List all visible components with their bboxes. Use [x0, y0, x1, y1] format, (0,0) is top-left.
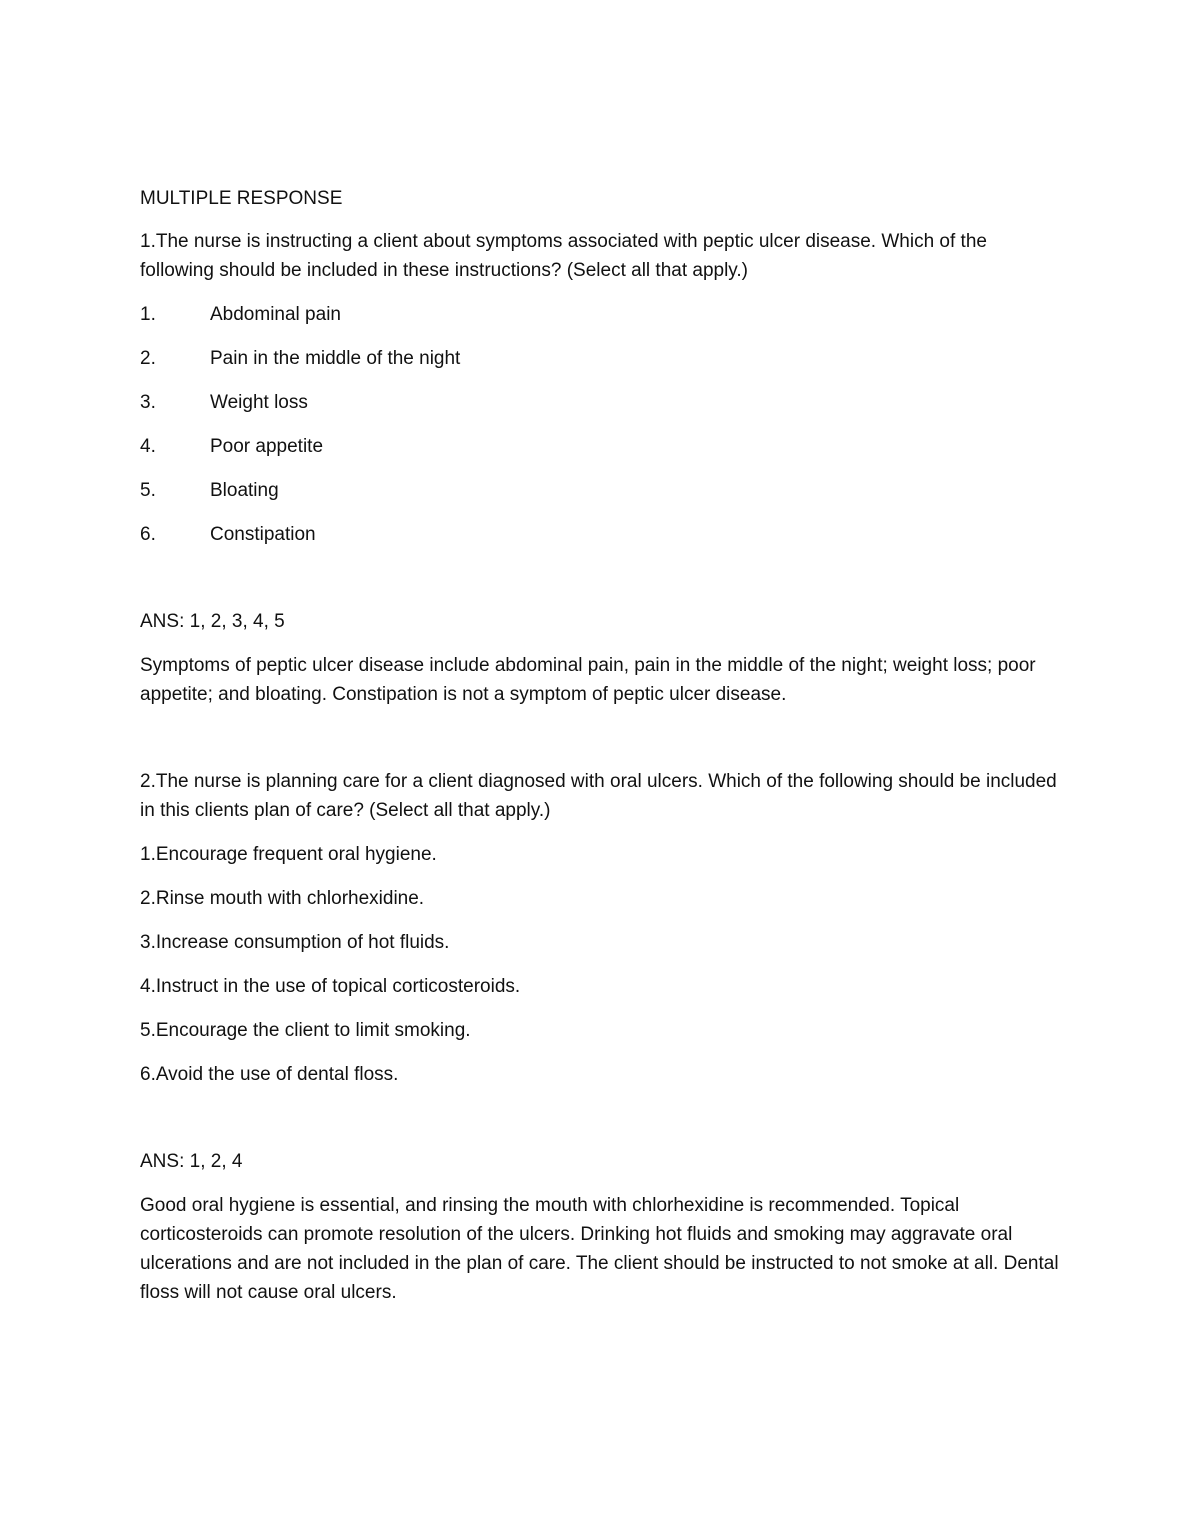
option-number: 6.	[140, 524, 156, 545]
question-1-answer: ANS: 1, 2, 3, 4, 5	[140, 611, 285, 632]
question-1	[140, 227, 1060, 709]
question-1-option-1	[140, 300, 1060, 329]
question-1-option-4	[140, 432, 1060, 461]
question-1-option-3	[140, 388, 1060, 417]
question-1-option-2	[140, 344, 1060, 373]
option-text: Bloating	[210, 480, 279, 501]
question-2-option-2: 2.Rinse mouth with chlorhexidine.	[140, 888, 425, 909]
question-2-option-5: 5.Encourage the client to limit smoking.	[140, 1020, 471, 1041]
question-1-option-6	[140, 520, 1060, 549]
question-2-option-4: 4.Instruct in the use of topical corticosteroids.	[140, 976, 521, 997]
question-2-prompt: 2.The nurse is planning care for a client diagnosed with oral ulcers. Which of the following should be included in this clients plan of care? (Select all that apply.)	[140, 771, 1057, 821]
question-2	[140, 767, 1060, 1307]
option-number: 2.	[140, 348, 156, 369]
question-2-option-3: 3.Increase consumption of hot fluids.	[140, 932, 450, 953]
option-number: 5.	[140, 480, 156, 501]
option-text: Pain in the middle of the night	[210, 348, 461, 369]
question-1-rationale: Symptoms of peptic ulcer disease include abdominal pain, pain in the middle of the night; weight loss; poor appetite; and bloating. Constipation is not a symptom of peptic ulcer disease.	[140, 655, 1036, 705]
option-text: Abdominal pain	[210, 304, 341, 325]
question-1-option-5	[140, 476, 1060, 505]
question-2-rationale: Good oral hygiene is essential, and rinsing the mouth with chlorhexidine is recommended. Topical corticosteroids can promote resolution of the ulcers. Drinking hot fluids and smoking may aggravate oral ulcerations and are not included in the plan of care. The client should be instructed to not smoke at all. Dental floss will not cause oral ulcers.	[140, 1195, 1059, 1303]
spacer	[140, 564, 1060, 607]
option-text: Weight loss	[210, 392, 308, 413]
option-text: Poor appetite	[210, 436, 324, 457]
document-page	[140, 184, 1060, 1322]
question-2-option-1: 1.Encourage frequent oral hygiene.	[140, 844, 437, 865]
spacer	[140, 1104, 1060, 1147]
question-2-answer: ANS: 1, 2, 4	[140, 1151, 243, 1172]
question-2-option-6: 6.Avoid the use of dental floss.	[140, 1064, 399, 1085]
option-number: 4.	[140, 436, 156, 457]
section-heading: MULTIPLE RESPONSE	[140, 188, 343, 209]
question-1-prompt: 1.The nurse is instructing a client about symptoms associated with peptic ulcer disease. Which of the following should be included in these instructions? (Select all that apply.)	[140, 231, 987, 281]
option-text: Constipation	[210, 524, 316, 545]
option-number: 3.	[140, 392, 156, 413]
option-number: 1.	[140, 304, 156, 325]
spacer	[140, 724, 1060, 767]
